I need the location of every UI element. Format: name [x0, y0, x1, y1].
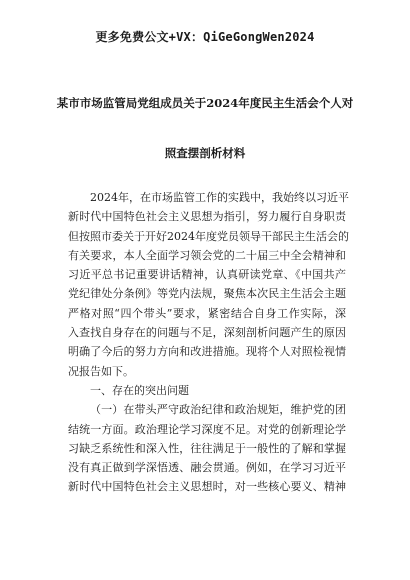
- paragraph-2-line: 习缺乏系统性和深入性，往往满足于一般性的了解和掌握: [68, 441, 346, 455]
- paragraph-1-line: 有关要求，本人全面学习领会党的二十届三中全会精神和: [68, 248, 346, 262]
- document-body: [68, 188, 349, 497]
- document-title-line-2: 照查摆剖析材料: [164, 146, 246, 160]
- paragraph-1-line: 但按照市委关于开好2024年度党员领导干部民主生活会的: [68, 229, 349, 243]
- section-1-heading: 一、存在的突出问题: [90, 383, 189, 397]
- paragraph-2-line: （一）在带头严守政治纪律和政治规矩，维护党的团: [90, 403, 346, 417]
- paragraph-1-line: 2024年，在市场监管工作的实践中，我始终以习近平: [90, 191, 349, 204]
- paragraph-2-line: 新时代中国特色社会主义思想时，对一些核心要义、精神: [68, 480, 346, 494]
- paragraph-2-line: 没有真正做到学深悟透、融会贯通。例如，在学习习近平: [68, 461, 346, 475]
- paragraph-1-line: 明确了今后的努力方向和改进措施。现将个人对照检视情: [68, 345, 346, 359]
- paragraph-1-line: 入查找自身存在的问题与不足，深刻剖析问题产生的原因: [68, 326, 346, 340]
- paragraph-1-line: 况报告如下。: [68, 364, 134, 378]
- paragraph-1-line: 习近平总书记重要讲话精神，认真研读党章、《中国共产: [68, 268, 346, 282]
- paragraph-2-line: 结统一方面。政治理论学习深度不足。对党的创新理论学: [68, 422, 346, 436]
- promo-header: 更多免费公文+VX：QiGeGongWen2024: [95, 30, 315, 44]
- paragraph-1-line: 新时代中国特色社会主义思想为指引，努力履行自身职责: [68, 210, 346, 224]
- document-title-line-1: 某市市场监管局党组成员关于2024年度民主生活会个人对: [56, 96, 354, 110]
- paragraph-1-line: 严格对照“四个带头”要求，紧密结合自身工作实际，深: [68, 306, 346, 320]
- paragraph-1-line: 党纪律处分条例》等党内法规，聚焦本次民主生活会主题: [68, 287, 346, 301]
